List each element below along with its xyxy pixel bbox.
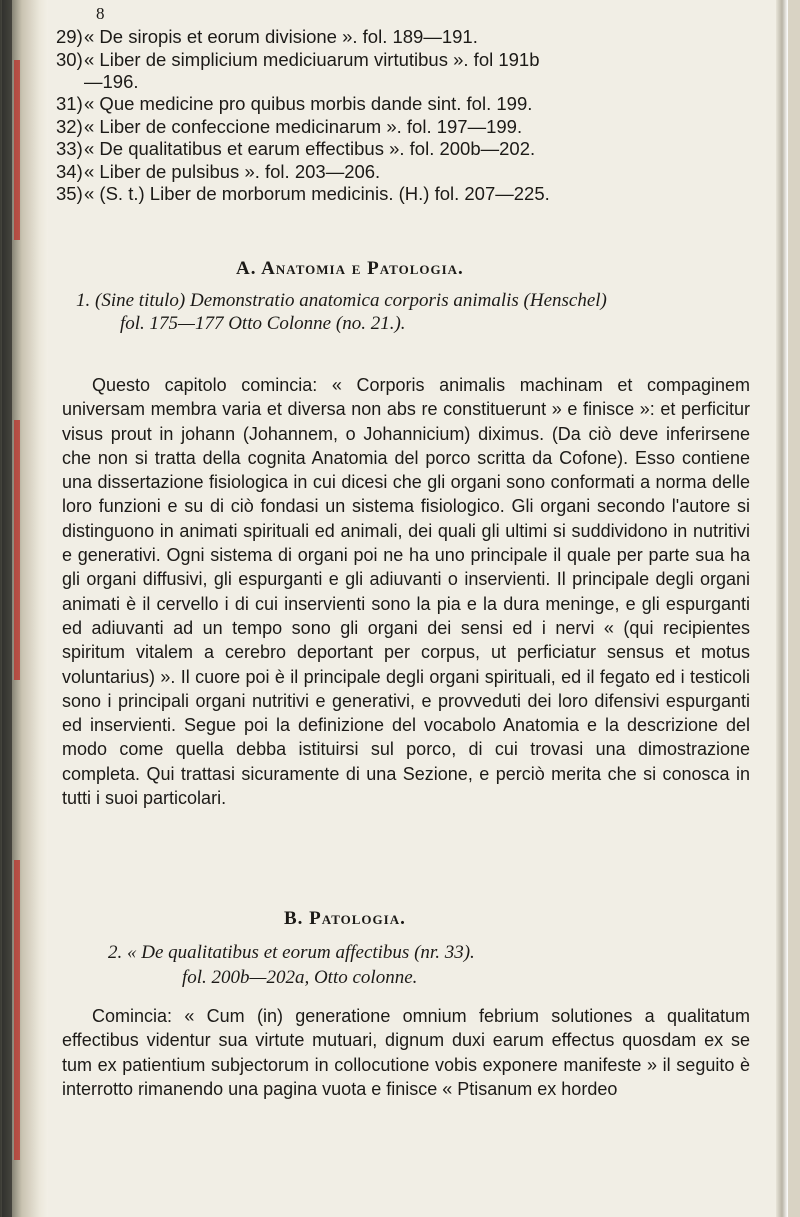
- item-text: « Liber de pulsibus ». fol. 203—206.: [84, 160, 381, 182]
- item-number: 32): [56, 115, 83, 137]
- section-heading-patologia: B. Patologia.: [284, 908, 406, 929]
- item-text: « De siropis et eorum divisione ». fol. 189—191.: [84, 26, 478, 47]
- item-text: « Que medicine pro quibus morbis dande sint. fol. 199.: [84, 93, 533, 114]
- contents-list: [56, 26, 746, 206]
- body-paragraph: Comincia: « Cum (in) generatione omnium febrium solutiones a qualitatum effectibus videntur sua virtute mutuari, dignum duxi earum effectus quosdam ex se tum ex patientium subjectorum in collocutione vobis exponere manifeste » il seguito è interrotto rimanendo una pagina vuota e finisce « Ptisanum ex hordeo: [62, 1006, 750, 1099]
- book-spine: [0, 0, 48, 1217]
- list-item: [56, 138, 746, 161]
- item-number: 35): [56, 183, 83, 204]
- item-text: « Liber de simplicium mediciuarum virtutibus ». fol 191b: [84, 48, 540, 70]
- item-text: « De qualitatibus et earum effectibus ». fol. 200b—202.: [84, 138, 536, 159]
- page-number: 8: [96, 4, 106, 23]
- list-item: [56, 49, 746, 72]
- item-number: 33): [56, 138, 83, 159]
- entry-title-line: 1. (Sine titulo) Demonstratio anatomica corporis animalis (Henschel): [76, 290, 607, 311]
- entry-title-line: 2. « De qualitatibus et eorum affectibus (nr. 33).: [108, 942, 475, 963]
- item-number: 29): [56, 26, 83, 47]
- item-number: 30): [56, 48, 83, 70]
- item-text: « (S. t.) Liber de morborum medicinis. (H.) fol. 207—225.: [84, 183, 550, 204]
- entry-folio-line: fol. 175—177 Otto Colonne (no. 21.).: [120, 313, 406, 334]
- list-item: [56, 161, 746, 184]
- item-text: « Liber de confeccione medicinarum ». fol. 197—199.: [84, 115, 523, 137]
- list-item: [56, 93, 746, 116]
- item-number: 31): [56, 93, 83, 114]
- entry-folio-line: fol. 200b—202a, Otto colonne.: [182, 967, 418, 988]
- section-heading-anatomia: A. Anatomia e Patologia.: [236, 258, 464, 279]
- body-paragraph: Questo capitolo comincia: « Corporis animalis machinam et compaginem universam membra varia et diversa non abs re constituerunt » e finisce »: et perficitur visus prout in johann (Johannem, o Johannicium) diximus. (Da ciò deve inferirsene che non si tratta della cognita Anatomia del porco scritta da Cofone). Esso contiene una dissertazione fisiologica in cui dicesi che gli organi sono conformati a norma delle loro funzioni e su di ciò fondasi un sistema fisiologico. Gli organi secondo l'autore si distinguono in animati spirituali ed animali, dei quali gli ultimi si suddividono in nutritivi e generativi. Ogni sistema di organi poi ne ha uno principale il quale per parte sua ha gli organi diffusivi, gli espurganti e gli adiuvanti o inservienti. Il principale degli organi animati è il cervello i di cui inservienti sono la pia e la dura meninge, e gli espurganti ed adiuvanti ad un tempo sono gli organi dei sensi ed i nervi « (qui recipientes spiritum vitalem a cerebro deportant per corpus, ut perficiatur sensus et motus voluntarius) ». Il cuore poi è il principale degli organi spirituali, ed il fegato ed i testicoli sono i principali organi nutritivi e generativi, e provveduti dei loro difensivi espurganti ed inservienti. Segue poi la definizione del vocabolo Anatomia e la descrizione del modo come quella debba istituirsi sul porco, di cui trovasi una dimostrazione completa. Qui trattasi sicuramente di una Sezione, e perciò merita che si conosca in tutti i suoi particolari.: [62, 375, 750, 809]
- item-number: 34): [56, 160, 83, 182]
- list-item: [56, 26, 746, 49]
- entry-heading: [76, 289, 736, 335]
- entry-heading: [108, 940, 748, 990]
- item-continuation: —196.: [84, 71, 139, 92]
- book-page: [48, 0, 788, 1217]
- list-item: [56, 183, 746, 206]
- list-item: [56, 116, 746, 139]
- page-edge: [776, 0, 788, 1217]
